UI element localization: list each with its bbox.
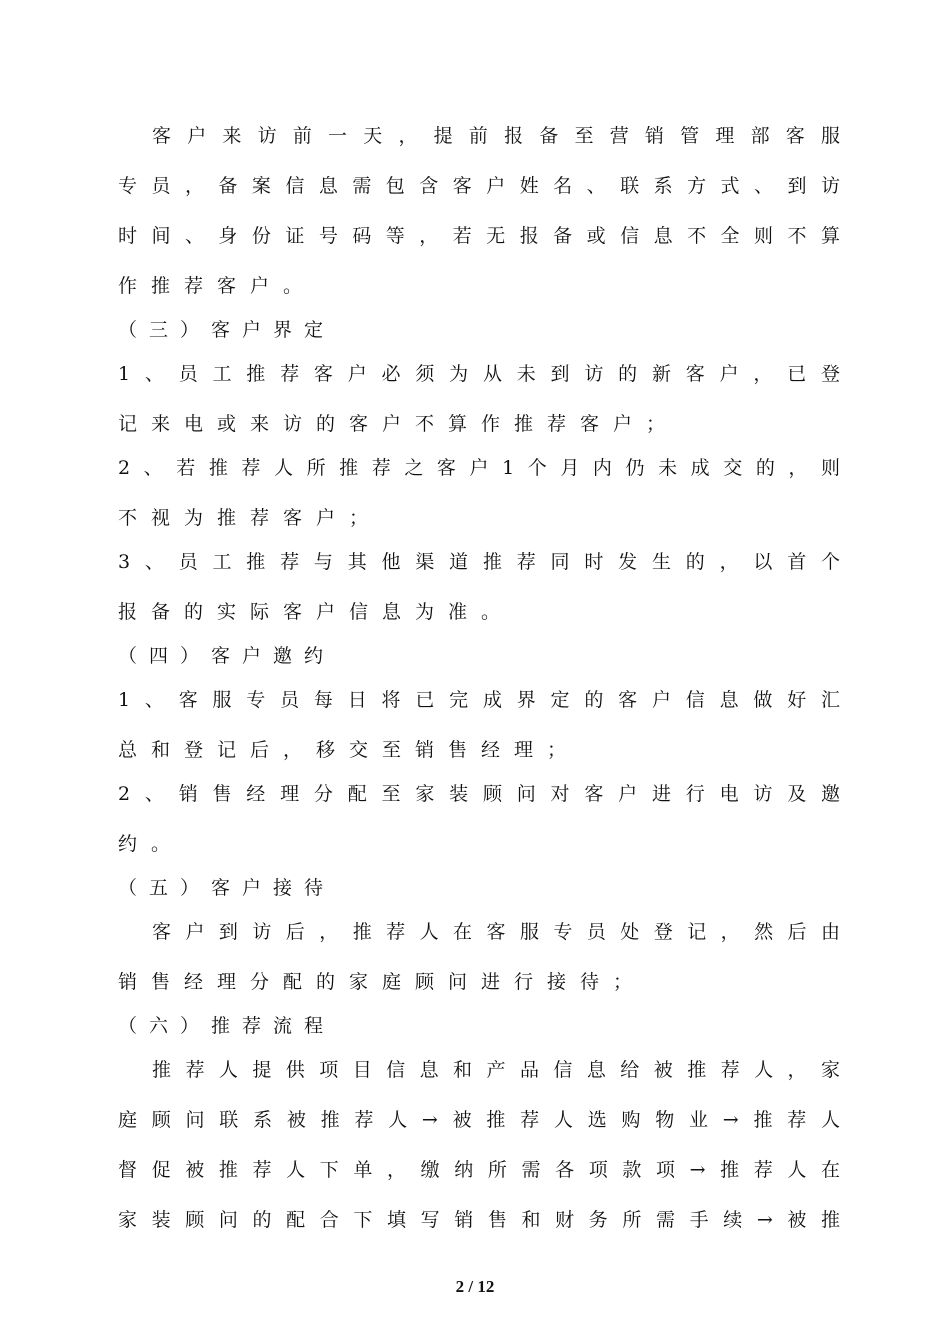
text-line: 推荐人提供项目信息和产品信息给被推荐人，家 bbox=[152, 1059, 840, 1081]
text-line: 1、客服专员每日将已完成界定的客户信息做好汇 bbox=[118, 689, 840, 711]
text-line: 专员，备案信息需包含客户姓名、联系方式、到访 bbox=[118, 175, 840, 197]
text-line: 3、员工推荐与其他渠道推荐同时发生的，以首个 bbox=[118, 551, 840, 573]
text-line: 1、员工推荐客户必须为从未到访的新客户，已登 bbox=[118, 363, 840, 385]
section-heading: （六）推荐流程 bbox=[118, 1015, 336, 1037]
text-line: 2、销售经理分配至家装顾问对客户进行电访及邀 bbox=[118, 783, 840, 805]
text-line: 2、若推荐人所推荐之客户1个月内仍未成交的，则 bbox=[118, 457, 840, 479]
section-heading: （五）客户接待 bbox=[118, 877, 336, 899]
text-line: 客户来访前一天，提前报备至营销管理部客服 bbox=[152, 125, 840, 147]
section-heading: （四）客户邀约 bbox=[118, 645, 336, 667]
text-line: 督促被推荐人下单，缴纳所需各项款项→推荐人在 bbox=[118, 1159, 840, 1181]
text-line: 时间、身份证号码等，若无报备或信息不全则不算 bbox=[118, 225, 840, 247]
text-line: 报备的实际客户信息为准。 bbox=[118, 601, 515, 623]
text-line: 总和登记后，移交至销售经理； bbox=[118, 739, 581, 761]
text-line: 销售经理分配的家庭顾问进行接待； bbox=[118, 971, 647, 993]
text-line: 不视为推荐客户； bbox=[118, 507, 383, 529]
page-number: 2 / 12 bbox=[455, 1277, 495, 1296]
text-line: 约。 bbox=[118, 833, 185, 855]
text-line: 家装顾问的配合下填写销售和财务所需手续→被推 bbox=[118, 1209, 840, 1231]
text-line: 庭顾问联系被推荐人→被推荐人选购物业→推荐人 bbox=[118, 1109, 840, 1131]
text-line: 记来电或来访的客户不算作推荐客户； bbox=[118, 413, 680, 435]
section-heading: （三）客户界定 bbox=[118, 319, 336, 341]
text-line: 客户到访后，推荐人在客服专员处登记，然后由 bbox=[152, 921, 840, 943]
text-line: 作推荐客户。 bbox=[118, 275, 317, 297]
